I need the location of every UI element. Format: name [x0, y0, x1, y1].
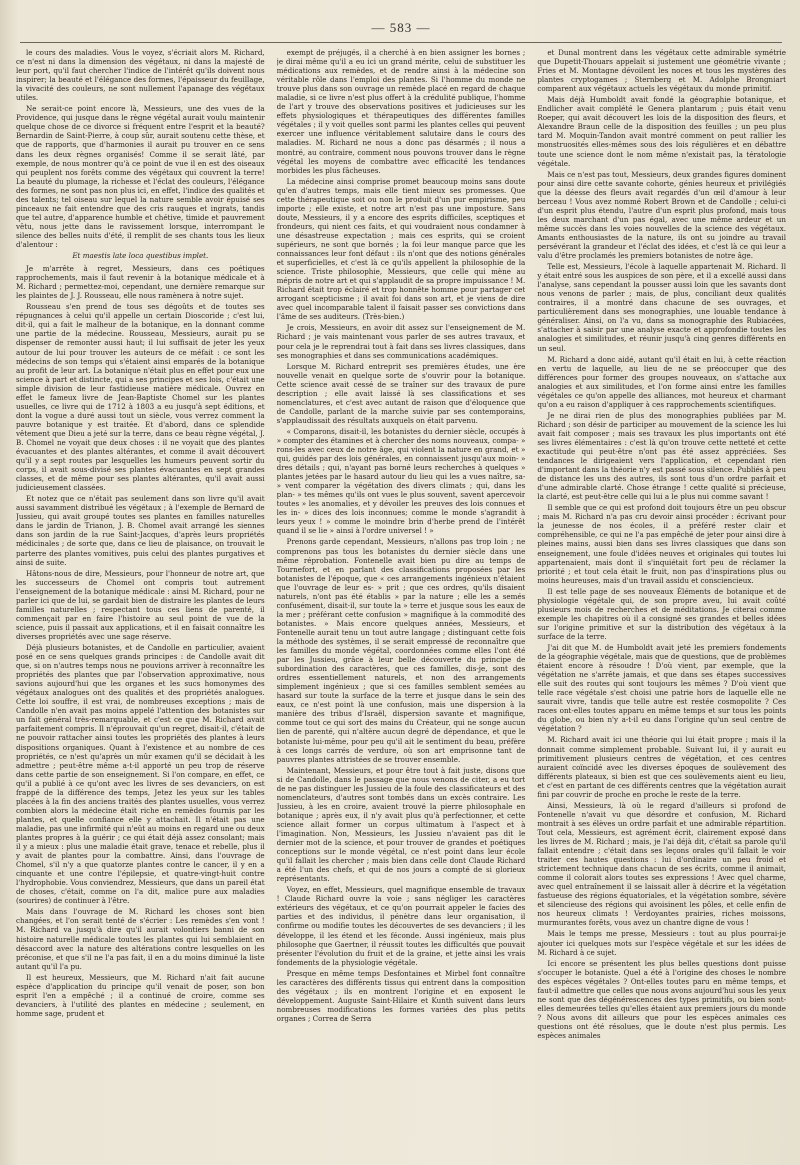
paragraph: Mais dans l'ouvrage de M. Richard les choses sont bien changées, et l'on serait tenté de s'écrier : Les remèdes s'en vont ! M. Richard va jusqu'à dire qu'il aurait volontiers banni de son histoire naturelle médicale toutes les plantes qui lui semblaient en désaccord avec la nature des altérations contre lesquelles on les préconise, et que s'il ne l'a pas fait, il en a du moins diminué la liste autant qu'il l'a pu.: [16, 907, 265, 971]
paragraph: J'ai dit que M. de Humboldt avait jeté les premiers fondements de la géographie végétale, mais que de questions, que de problèmes étaient encore à résoudre ! D'où vient, par exemple, que la végétation ne s'arrête jamais, et que dans ses étapes successives elle suit des routes qui sont toujours les mêmes ? D'où vient que telle race végétale s'est choisi une patrie hors de laquelle elle ne saurait vivre, tandis que telle autre est restée cosmopolite ? Ces races ont-elles toutes apparu en même temps et sur tous les points du globe, ou bien n'y a-t-il eu dans l'origine qu'un seul centre de végétation ?: [537, 643, 786, 734]
page-header: [16, 14, 786, 42]
paragraph: La médecine ainsi comprise promet beaucoup moins sans doute qu'en d'autres temps, mais elle tient mieux ses promesses. Que cette thérapeutique soit ou non le produit d'un pur empirisme, peu importe ; elle existe, et notre art n'est pas une imposture. Sans doute, Messieurs, il y a encore des esprits difficiles, sceptiques et frondeurs, qui nient ces faits, et qui voudraient nous condamner à une désastreuse expectation ; mais ces esprits, qui se croient supérieurs, ne sont que bornés ; la foi leur manque parce que les connaissances leur font défaut : ils n'ont que des notions générales et superficielles, et c'est là ce qu'ils appellent la philosophie de la science. Triste philosophie, Messieurs, que celle qui mène au mépris de notre art et qui s'applaudit de sa propre impuissance ! M. Richard était trop éclairé et trop honnête homme pour partager cet arrogant scepticisme ; il avait foi dans son art, et je viens de dire avec quel incomparable talent il faisait passer ses convictions dans l'âme de ses auditeurs. (Très-bien.): [276, 176, 526, 322]
column-middle: [277, 48, 526, 1153]
paragraph: Presque en même temps Desfontaines et Mirbel font connaître les caractères des différents tissus qui entrent dans la composition des végétaux ; ils en montrent l'origine et en exposent le développement. Auguste Saint-Hilaire et Kunth suivent dans leurs nombreuses modifications les formes variées des plus petits organes ; Correa de Serra: [276, 968, 526, 1023]
paragraph: Ici encore se présentent les plus belles questions dont puisse s'occuper le botaniste. Quel a été à l'origine des choses le nombre des espèces végétales ? Ont-elles toutes paru en même temps, et faut-il admettre que celles que nous avons aujourd'hui sous les yeux ne sont que des dégénérescences des types primitifs, ou bien sont-elles demeurées telles qu'elles étaient aux premiers jours du monde ? Nous avons dit ailleurs que pour les espèces animales ces questions ont été résolues, que le doute n'est plus permis. Les espèces animales: [537, 958, 786, 1040]
paragraph: Mais le temps me presse, Messieurs : tout au plus pourrai-je ajouter ici quelques mots sur l'espèce végétale et sur les idées de M. Richard à ce sujet.: [537, 929, 786, 957]
paragraph: Telle est, Messieurs, l'école à laquelle appartenait M. Richard. Il y était entré sous les auspices de son père, et il a excellé aussi dans l'analyse, sans cependant la pousser aussi loin que les savants dont nous venons de parler ; mais, de plus, conciliant deux qualités contraires, il a montré dans chacune de ses ouvrages, et particulièrement dans ses monographies, une louable tendance à généraliser. Ainsi, on l'a vu, dans sa monographie des Rubiacées, s'attacher à saisir par une analyse exacte et approfondie toutes les analogies et similitudes, et réunir jusqu'à cinq genres différents en un seul.: [537, 262, 786, 353]
paragraph: Il est heureux, Messieurs, que M. Richard n'ait fait aucune espèce d'application du principe qu'il venait de poser, son bon esprit l'en a empêché ; il a continué de croire, comme ses devanciers, à l'utilité des plantes en médecine ; seulement, en homme sage, prudent et: [16, 972, 265, 1018]
paragraph: Mais déjà Humboldt avait fondé la géographie botanique, et Endlicher avait complété le Genera plantarum ; puis était venu Roeper, qui avait découvert les lois de la disposition des fleurs, et Alexandre Braun celle de la disposition des feuilles ; un peu plus tard M. Moquin-Tandon avait montré comment on peut rallier les monstruosités elles-mêmes sous des lois régulières et en débattre toute une science dont le nom même n'existait pas, la tératologie végétale.: [537, 95, 786, 168]
paragraph: « Comparons, disait-il, les botanistes du dernier siècle, occupés à » compter des étamines et à chercher des noms nouveaux, compa- » rons-les avec ceux de notre âge, qui violent la nature en grand, et » qui, guidés par des lois générales, en connaissent jusqu'aux moin- » dres détails ; qui, n'ayant pas borné leurs recherches à quelques » plantes jetées par le hasard autour du lieu qui les a vues naître, sa- » vent comparer la végétation des divers climats ; qui, dans les plan- » tes mêmes qu'ils ont vues le plus souvent, savent apercevoir toutes » les anomalies, et y dévoiler les preuves des lois connues et les in- » dices des lois inconnues; comme le monde s'agrandit à leurs yeux ! » comme le moindre brin d'herbe prend de l'intérêt quand il se lie » ainsi à l'ordre universel ! »: [276, 426, 526, 536]
paragraph: Il semble que ce qui est profond doit toujours être un peu obscur ; mais M. Richard n'a pas cru devoir ainsi procéder : écrivant pour la jeunesse de nos écoles, il a préféré rester clair et compréhensible, ce qui ne l'a pas empêché de jeter pour ainsi dire à pleines mains, aussi bien dans ses livres classiques que dans son enseignement, une foule d'idées neuves et originales qui toutes lui appartenaient, mais dont il s'inquiétait fort peu de réclamer la priorité ; et tout cela était le fruit, non pas d'inspirations plus ou moins heureuses, mais d'un travail assidu et consciencieux.: [537, 503, 786, 585]
paragraph: Hâtons-nous de dire, Messieurs, pour l'honneur de notre art, que les successeurs de Chomel ont compris tout autrement l'enseignement de la botanique médicale : ainsi M. Richard, pour ne parler ici que de lui, se gardait bien de distraire les plantes de leurs familles naturelles ; respectant tous ces liens de parenté, il commençait par en faire l'histoire au seul point de vue de la science, puis il passait aux applications, et il en faisait connaître les diverses propriétés avec une sage réserve.: [16, 568, 265, 641]
text-columns: [16, 48, 786, 1153]
paragraph: M. Richard a donc aidé, autant qu'il était en lui, à cette réaction en vertu de laquelle, au lieu de ne se préoccuper que des différences pour former des groupes nouveaux, on s'attache aux analogies et aux similitudes, et l'on forme ainsi entre les familles végétales ce qu'on appelle des alliances, mot heureux et charmant qu'on a eu raison d'appliquer à ces rapprochements scientifiques.: [537, 354, 786, 409]
paragraph: Déjà plusieurs botanistes, et de Candolle en particulier, avaient posé en ce sens quelques grands principes : de Candolle avait dit que, si on n'autres temps nous ne pouvions arriver à reconnaître les propriétés des plantes que par l'observation approximative, nous savions aujourd'hui que les organes et les sucs homonymes des végétaux analogues ont des qualités et des propriétés analogues. Cette loi souffre, il est vrai, de nombreuses exceptions ; mais de Candolle n'en avait pas moins appelé l'attention des botanistes sur un fait général très-remarquable, et c'est ce que M. Richard avait parfaitement compris. Il n'éprouvait qu'un regret, disait-il, c'était de ne pouvoir rattacher ainsi toutes les propriétés des plantes à leurs dispositions organiques. Quant à l'existence et au nombre de ces propriétés, ce n'est qu'après un mûr examen qu'il se décidait à les admettre ; peut-être même a-t-il apporté un peu trop de réserve dans cette partie de son enseignement. Si l'on compare, en effet, ce qu'il a publié à ce qu'ont avec les livres de ses devanciers, on est frappé de la différence des temps, Jetez les yeux sur les tables placées à la fin des anciens traités des plantes usuelles, vous verrez combien alors la médecine était riche en remèdes fournis par les plantes, et quelle confiance elle y attachait. Il n'était pas une maladie, pas une infirmité qui n'eût au moins en regard une ou deux plantes propres à la guérir ; ce qui était déjà assez consolant; mais il y a mieux : plus une maladie était grave, tenace et rebelle, plus il y avait de plantes pour la combattre. Ainsi, dans l'ouvrage de Chomel, s'il n'y a que quatorze plantes contre le cancer, il y en a cinquante et une contre l'épilepsie, et quatre-vingt-huit contre l'hydrophobie. Vous conviendrez, Messieurs, que dans un pareil état de choses, c'était, comme on l'a dit, malice pure aux maladies (sourires) de continuer à l'être.: [16, 643, 265, 906]
paragraph: Rousseau s'en prend de tous ses dégoûts et de toutes ses répugnances à celui qu'il appelle un certain Dioscoride ; c'est lui, dit-il, qui a fait le malheur de la botanique, en la donnant comme une partie de la médecine. Rousseau, Messieurs, aurait pu se dispenser de remonter aussi haut; il lui suffisait de jeter les yeux autour de lui pour trouver les auteurs de ce méfait : ce sont les médecins de son temps qui s'étaient ainsi emparés de la botanique au profit de leur art. La botanique n'était plus en effet pour eux une science à part et distincte, qui a ses principes et ses lois, c'était une simple division de leur fastidieuse matière médicale. Ouvrez en effet le fameux livre de Jean-Baptiste Chomel sur les plantes usuelles, ce livre qui de 1712 à 1803 a eu jusqu'à sept éditions, et dont la vogue a duré aussi tout un siècle, vous verrez comment la pauvre botanique y est traitée. Et d'abord, dans ce splendide vêtement que Dieu a jeté sur la terre, dans ce beau règne végétal, J. B. Chomel ne voyait que deux choses : il ne voyait que des plantes évacuantes et des plantes altérantes, et comme il avait découvert qu'il y a sept routes par lesquelles les humeurs peuvent sortir du corps, il avait sous-divisé ses plantes évacuantes en sept grandes classes, et de même pour ses plantes altérantes, qu'il avait aussi judicieusement classées.: [16, 302, 265, 493]
paragraph: exempt de préjugés, il a cherché à en bien assigner les bornes ; je dirai même qu'il a eu ici un grand mérite, celui de substituer les médications aux remèdes, et de rendre ainsi à la médecine son véritable rôle dans l'emploi des plantes. Si l'homme du monde ne trouve plus dans son ouvrage un remède placé en regard de chaque maladie, si ce livre n'est plus offert à la crédulité publique, l'homme de l'art y trouve des observations positives et judicieuses sur les effets physiologiques et thérapeutiques des différentes familles végétales ; il y voit quelles sont parmi les plantes celles qui peuvent exercer une influence véritablement salutaire dans le cours des maladies. M. Richard ne nous a donc pas désarmés ; il nous a montré, au contraire, comment nous pouvons trouver dans le règne végétal les moyens de combattre avec efficacité les tendances morbides les plus fâcheuses.: [276, 48, 526, 175]
paragraph: Prenons garde cependant, Messieurs, n'allons pas trop loin ; ne comprenons pas tous les botanistes du dernier siècle dans une même réprobation. Fontenelle avait bien pu dire au temps de Tournefort, et en parlant des classifications proposées par les botanistes de l'époque, que « ces arrangements ingénieux n'étaient que l'ouvrage de leur es- » prit ; que ces ordres, qu'ils disaient naturels, n'ont pas été établis » par la nature ; elle les a semés confusément, disait-il, sur toute la » terre et jusque sous les eaux de la mer ; préférant cette confusion » magnifique à la commodité des botanistes. » Mais encore quelques années, Messieurs, et Fontenelle aurait tenu un tout autre langage ; distinguant cette fois la méthode des systèmes, il se serait empressé de reconnaître que les familles du monde végétal, coordonnées comme elles l'ont été par les Jussieu, grâce à leur belle découverte du principe de subordination des caractères, que ces familles, dis-je, sont des ordres essentiellement naturels, et non des arrangements simplement ingénieux ; que si ces familles semblent semées au hasard sur toute la surface de la terre et jusque dans le sein des eaux, ce n'est point là une confusion, mais une dispersion à la manière des tribus d'Israël, dispersion savante et magnifique, comme tout ce qui sort des mains du Créateur, qui ne songe aucun lien de parenté, qui n'altère aucun degré de dépendance, et que le botaniste lui-même, pour peu qu'il ait le sentiment du beau, préfère à ces longs carrés de verdure, où son art emprisonne tant de pauvres plantes attristées de se trouver ensemble.: [276, 537, 526, 764]
paragraph: le cours des maladies. Vous le voyez, s'écriait alors M. Richard, ce n'est ni dans la dimension des végétaux, ni dans la majesté de leur port, qu'il faut chercher l'indice de l'intérêt qu'ils doivent nous inspirer; la beauté et l'élégance des formes, l'épaisseur du feuillage, la vivacité des couleurs, ne sont nullement l'apanage des végétaux utiles.: [16, 48, 265, 103]
paragraph: Maintenant, Messieurs, et pour être tout à fait juste, disons que si de Candolle, dans le passage que nous venons de citer, a eu tort de ne pas distinguer les Jussieu de la foule des classificateurs et des nomenclateurs, d'autres sont tombés dans un excès contraire. Les Jussieu, à les en croire, avaient trouvé la pierre philosophale en botanique ; après eux, il n'y avait plus qu'à perfectionner, et cette science allait former un corpus ultimatum à l'aspect et à l'imagination. Non, Messieurs, les Jussieu n'avaient pas dit le dernier mot de la science, et pour trouver de grandes et poétiques conceptions sur le monde végétal, ce n'est point dans leur école qu'il fallait les chercher ; mais bien dans celle dont Claude Richard a été l'un des chefs, et qui de nos jours a compté de si glorieux représentants.: [276, 765, 526, 884]
paragraph: Et maestis late loca questibus implet.: [72, 251, 209, 261]
column-right: [537, 48, 786, 1153]
page-number: — 583 —: [371, 20, 431, 35]
paragraph: Et notez que ce n'était pas seulement dans son livre qu'il avait aussi savamment distribué les végétaux ; à l'exemple de Bernard de Jussieu, qui avait groupé toutes ses plantes en familles naturelles dans le jardin de Trianon, J. B. Chomel avait arrangé les siennes dans son jardin de la rue Saint-Jacques, d'après leurs propriétés médicinales ; de sorte que, dans ce lieu de plaisance, on trouvait le parterre des plantes vomitives, puis celui des plantes purgatives et ainsi de suite.: [16, 494, 265, 567]
column-left: [16, 48, 265, 1153]
paragraph: Je crois, Messieurs, en avoir dit assez sur l'enseignement de M. Richard ; je vais maintenant vous parler de ses autres travaux, et pour cela je le reprendrai tout à fait dans ses livres classiques, dans ses monographies et dans ses communications académiques.: [276, 323, 526, 360]
paragraph: Lorsque M. Richard entreprit ses premières études, une ère nouvelle venait en quelque sorte de s'ouvrir pour la botanique. Cette science avait cessé de se traîner sur des travaux de pure description ; elle avait laissé là ses classifications et ses nomenclatures, et c'est avec autant de raison que d'éloquence que de Candolle, parlant de la marche suivie par ses contemporains, s'applaudissait des résultats auxquels on était parvenu.: [276, 361, 526, 425]
paragraph: et Dunal montrent dans les végétaux cette admirable symétrie que Dupetit-Thouars appelait si justement une géométrie vivante ; Fries et M. Montagne dévoilent les noces et tous les mystères des plantes cryptogames ; Sternberg et M. Adolphe Brongniart comparent aux végétaux actuels les végétaux du monde primitif.: [537, 48, 786, 94]
paragraph: Je m'arrête à regret, Messieurs, dans ces poétiques rapprochements, mais il faut revenir à la botanique médicale et à M. Richard ; permettez-moi, cependant, une dernière remarque sur les plaintes de J. J. Rousseau, elle nous ramènera à notre sujet.: [16, 264, 265, 301]
paragraph: Voyez, en effet, Messieurs, quel magnifique ensemble de travaux ! Claude Richard ouvre la voie ; sans négliger les caractères extérieurs des végétaux, et ce qu'on pourrait appeler le facies des parties et des individus, il pénètre dans leur organisation, il confirme ou modifie toutes les découvertes de ses devanciers ; il les développe, il les étend et les féconde. Aussi ingénieux, mais plus philosophe que Gaertner, il réussit toutes les difficultés que pouvait présenter l'évolution du fruit et de la graine, et jette ainsi les vrais fondements de la physiologie végétale.: [276, 885, 526, 967]
paragraph: Ne serait-ce point encore là, Messieurs, une des vues de la Providence, qui jusque dans le règne végétal aurait voulu maintenir quelque chose de ce divorce si fréquent entre l'esprit et la beauté? Bernardin de Saint-Pierre, à coup sûr, aurait soutenu cette thèse, et que de rapports, que d'harmonies il aurait pu trouver en ce sens dans les deux règnes organisés! Comme il se serait lâté, par exemple, de nous montrer qu'à ce point de vue il en est des oiseaux qui peuplent nos forêts comme des végétaux qui couvrent la terre! La beauté du plumage, la richesse et l'éclat des couleurs, l'élégance des formes, ne sont pas non plus ici, en effet, l'indice des qualités et des talents; tel oiseau sur lequel la nature semble avoir épuisé ses pinceaux ne fait entendre que des cris rauques et ingrats, tandis que tel autre, d'apparence humble et chétive, timide et pauvrement vêtu, nous jette dans le ravissement lorsque, interrompant le silence des belles nuits d'été, il remplit de ses chants tous les lieux d'alentour :: [16, 104, 265, 249]
paragraph: Mais ce n'est pas tout, Messieurs, deux grandes figures dominent pour ainsi dire cette savante cohorte, génies heureux et privilégiés que la déesse des fleurs avait regardés d'un œil d'amour à leur berceau ! Vous avez nommé Robert Brown et de Candolle ; celui-ci d'un esprit plus étendu, l'autre d'un esprit plus profond, mais tous les deux marchant d'un pas égal, avec une même ardeur et un même succès dans les voies nouvelles de la science des végétaux. Amants enthousiastes de la nature, ils ont su joindre au travail persévérant la grandeur et l'éclat des idées, et c'est là ce qui leur a valu d'être proclamés les premiers botanistes de notre âge.: [537, 169, 786, 261]
paragraph: Il est telle page de ses nouveaux Éléments de botanique et de physiologie végétale qui, de son propre aveu, lui avait coûté plusieurs mois de recherches et de méditations. Je citerai comme exemple les chapitres où il a consigné ses grandes et belles idées sur l'origine primitive et sur la distribution des végétaux à la surface de la terre.: [537, 586, 786, 641]
paragraph: Ainsi, Messieurs, là où le regard d'ailleurs si profond de Fontenelle n'avait vu que désordre et confusion, M. Richard montrait à ses élèves un ordre parfait et une admirable répartition. Tout cela, Messieurs, est agrément écrit, clairement exposé dans les livres de M. Richard ; mais, je l'ai déjà dit, c'était sa parole qu'il fallait entendre ; c'était dans ses leçons orales qu'il fallait le voir traiter ces hautes questions : lui d'ordinaire un peu froid et strictement technique dans chacun de ses écrits, comme il animait, comme il colorait alors toutes ses expressions ! Avec quel charme, avec quel entraînement il se laissait aller à décrire et la végétation fastueuse des régions équatoriales, et la végétation sombre, sévère et silencieuse des régions qui avoisinent les pôles, et celle enfin de nos heureux climats ! Verdoyantes prairies, riches moissons, murmurantes forêts, vous avez un chantre digne de vous !: [537, 800, 786, 928]
paragraph: M. Richard avait ici une théorie qui lui était propre ; mais il la donnait comme simplement probable. Suivant lui, il y aurait eu primitivement plusieurs centres de végétation, et ces centres auraient coïncidé avec les diverses époques de soulèvement des différents plateaux, si bien est que ces soulèvements aient eu lieu, et c'est en partant de ces différents centres que la végétation aurait fini par couvrir de proche en proche le reste de la terre.: [537, 735, 786, 799]
header-rule: [20, 42, 782, 43]
paragraph: Je ne dirai rien de plus des monographies publiées par M. Richard ; son désir de participer au mouvement de la science les lui avait fait composer ; mais ses travaux les plus importants ont été ses livres élémentaires : c'est là qu'on trouve cette netteté et cette exactitude qui peut-être n'ont pas été assez appréciées. Ses tendances le dirigeaient vers l'application, et cependant rien d'important dans la théorie n'y est passé sous silence. Publiés à peu de distance les uns des autres, ils sont tous d'un ordre parfait et d'une admirable clarté. Chose étrange ! cette qualité si précieuse, la clarté, est peut-être celle qui lui a le plus nui comme savant !: [537, 410, 786, 502]
